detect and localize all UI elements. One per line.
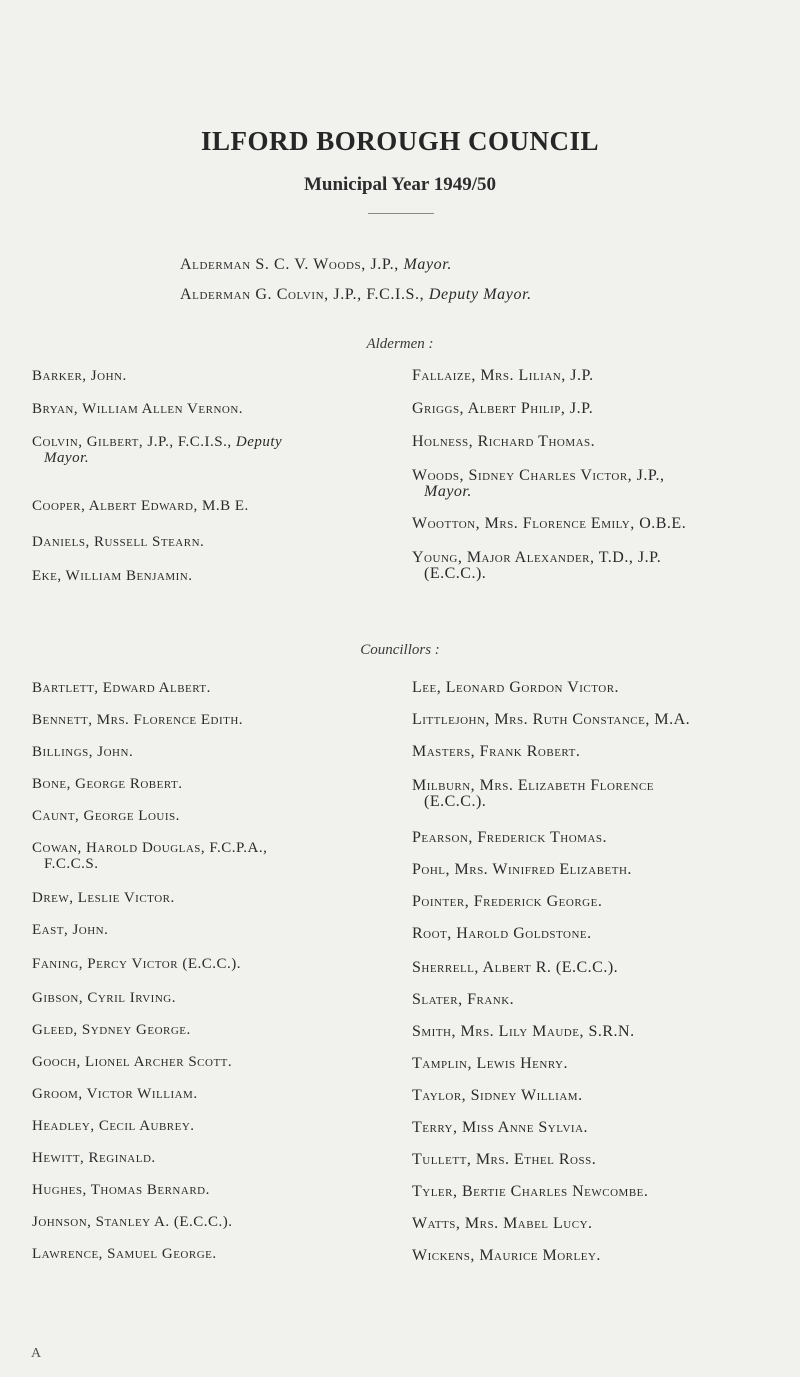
entry-text: Cowan, Harold Douglas, F.C.P.A., (32, 840, 268, 856)
list-item: Taylor, Sidney William. (412, 1087, 583, 1104)
list-item: Bryan, William Allen Vernon. (32, 401, 244, 417)
entry-continuation: F.C.C.S. (44, 856, 99, 872)
entry-text: Colvin, Gilbert, J.P., F.C.I.S., (32, 434, 236, 450)
list-item: Root, Harold Goldstone. (412, 925, 592, 942)
list-item: Wootton, Mrs. Florence Emily, O.B.E. (412, 515, 687, 532)
list-item: Daniels, Russell Stearn. (32, 534, 205, 550)
list-item: Griggs, Albert Philip, J.P. (412, 400, 594, 417)
list-item: Headley, Cecil Aubrey. (32, 1118, 195, 1134)
list-item: Sherrell, Albert R. (E.C.C.). (412, 959, 619, 976)
list-item: Barker, John. (32, 368, 127, 384)
list-item: Drew, Leslie Victor. (32, 890, 175, 906)
list-item: Gooch, Lionel Archer Scott. (32, 1054, 233, 1070)
list-item (32, 840, 267, 872)
list-item: Bone, George Robert. (32, 776, 183, 792)
list-item: Groom, Victor William. (32, 1086, 198, 1102)
list-item: Cooper, Albert Edward, M.B E. (32, 498, 249, 514)
entry-continuation: Mayor. (424, 483, 472, 500)
list-item: Tullett, Mrs. Ethel Ross. (412, 1151, 597, 1168)
list-item (412, 468, 665, 500)
list-item: East, John. (32, 922, 109, 938)
entry-text: Young, Major Alexander, T.D., J.P. (412, 549, 662, 566)
entry-continuation: Mayor. (44, 450, 90, 466)
list-item: Pohl, Mrs. Winifred Elizabeth. (412, 861, 632, 878)
list-item: Billings, John. (32, 744, 134, 760)
list-item: Tyler, Bertie Charles Newcombe. (412, 1183, 649, 1200)
list-item: Caunt, George Louis. (32, 808, 180, 824)
list-item: Lee, Leonard Gordon Victor. (412, 679, 620, 696)
list-item: Pearson, Frederick Thomas. (412, 829, 608, 846)
list-item: Gibson, Cyril Irving. (32, 990, 176, 1006)
page-title: ILFORD BOROUGH COUNCIL (200, 126, 600, 156)
list-item (412, 550, 661, 582)
entry-continuation: (E.C.C.). (424, 793, 487, 810)
divider-rule (368, 213, 434, 214)
list-item: Pointer, Frederick George. (412, 893, 603, 910)
list-item (412, 778, 654, 810)
list-item: Eke, William Benjamin. (32, 568, 193, 584)
page-signature-mark: A (31, 1346, 42, 1361)
mayor-line (180, 256, 452, 274)
councillors-heading: Councillors : (360, 642, 440, 658)
list-item: Tamplin, Lewis Henry. (412, 1055, 568, 1072)
list-item: Hewitt, Reginald. (32, 1150, 156, 1166)
list-item: Watts, Mrs. Mabel Lucy. (412, 1215, 593, 1232)
entry-text: Milburn, Mrs. Elizabeth Florence (412, 777, 655, 794)
list-item: Littlejohn, Mrs. Ruth Constance, M.A. (412, 711, 691, 728)
list-item: Holness, Richard Thomas. (412, 433, 596, 450)
list-item: Johnson, Stanley A. (E.C.C.). (32, 1214, 233, 1230)
mayor-role: Mayor. (403, 256, 452, 273)
list-item: Masters, Frank Robert. (412, 743, 581, 760)
deputy-mayor-line (180, 286, 532, 304)
list-item: Terry, Miss Anne Sylvia. (412, 1119, 589, 1136)
list-item: Hughes, Thomas Bernard. (32, 1182, 210, 1198)
list-item: Lawrence, Samuel George. (32, 1246, 217, 1262)
list-item: Gleed, Sydney George. (32, 1022, 191, 1038)
list-item: Bennett, Mrs. Florence Edith. (32, 712, 244, 728)
list-item: Fallaize, Mrs. Lilian, J.P. (412, 367, 594, 384)
page-subtitle: Municipal Year 1949/50 (303, 174, 497, 195)
mayor-name: Alderman S. C. V. Woods, J.P., (180, 256, 404, 273)
deputy-mayor-name: Alderman G. Colvin, J.P., F.C.I.S., (180, 286, 429, 303)
entry-continuation: (E.C.C.). (424, 565, 487, 582)
deputy-mayor-role: Deputy Mayor. (428, 286, 532, 303)
list-item: Slater, Frank. (412, 991, 515, 1008)
list-item: Smith, Mrs. Lily Maude, S.R.N. (412, 1023, 635, 1040)
aldermen-heading: Aldermen : (366, 336, 434, 352)
list-item: Wickens, Maurice Morley. (412, 1247, 601, 1264)
list-item (32, 434, 282, 466)
entry-italic: Deputy (235, 434, 283, 450)
list-item: Faning, Percy Victor (E.C.C.). (32, 956, 241, 972)
entry-text: Woods, Sidney Charles Victor, J.P., (412, 467, 665, 484)
list-item: Bartlett, Edward Albert. (32, 680, 211, 696)
